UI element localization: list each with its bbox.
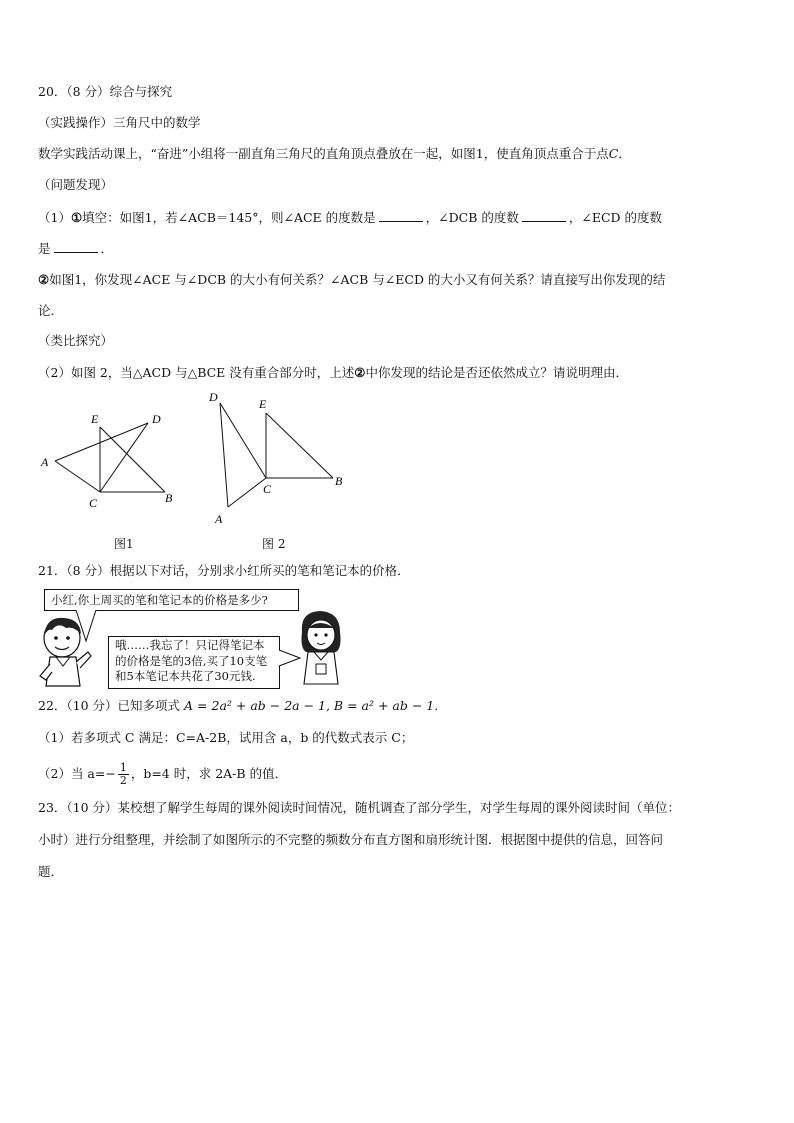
q22-part2-text-b: ，b=4 时，求 2A-B 的值．	[130, 766, 288, 781]
q20-part1-text-b: ，∠DCB 的度数	[425, 210, 519, 225]
q20-part2	[38, 272, 758, 288]
q23-line1: 23．（10 分）某校想了解学生每周的课外阅读时间情况，随机调查了部分学生，对学生每周的课外阅读时间（单位：	[38, 800, 681, 815]
figure-2-caption: 图 2	[262, 537, 286, 551]
figure-2	[200, 385, 360, 530]
boy-cartoon-icon	[36, 614, 94, 694]
label-d: D	[209, 390, 218, 404]
q20-part2-circle: ②	[38, 272, 50, 287]
fraction-denominator: 2	[119, 774, 127, 787]
q23-line2: 小时）进行分组整理，并绘制了如图所示的不完整的频数分布直方图和扇形统计图．根据图中提供的信息，回答问	[38, 832, 664, 847]
q20-part3-text-b: 中你发现的结论是否还依然成立？请说明理由．	[365, 365, 629, 380]
label-c: C	[263, 482, 272, 496]
bubble-question-text: 小红,你上周买的笔和笔记本的价格是多少?	[51, 593, 268, 607]
segment-ac	[228, 478, 266, 507]
q20-part1	[38, 210, 758, 226]
label-e: E	[91, 412, 99, 426]
bubble-answer-line2: 的价格是笔的3倍,买了10支笔	[115, 653, 268, 668]
label-c: C	[89, 496, 98, 510]
q22-header-line	[38, 698, 758, 714]
q21-header: 21．（8 分）根据以下对话，分别求小红所买的笔和笔记本的价格．	[38, 563, 410, 578]
label-d: D	[152, 412, 161, 426]
q20-part1-text-c: ，∠ECD 的度数	[568, 210, 663, 225]
q22-part2-text-a: （2）当 a=−	[38, 766, 116, 781]
label-b: B	[165, 491, 173, 505]
segment-ca	[55, 461, 100, 492]
label-b: B	[335, 474, 343, 488]
q20-part3-circle: ②	[354, 365, 366, 380]
segment-cd	[220, 403, 266, 478]
q23-line3: 题．	[38, 864, 64, 879]
segment-be	[266, 413, 333, 478]
q20-part1-cont: 是 ．	[38, 241, 114, 256]
answer-blank-dcb[interactable]	[522, 210, 566, 222]
q20-intro-text: 数学实践活动课上，“奋进”小组将一副直角三角尺的直角顶点叠放在一起，如图1，使直角顶点重合于点	[38, 146, 609, 161]
segment-da	[220, 403, 228, 507]
answer-blank-ecd[interactable]	[54, 241, 98, 253]
label-a: A	[215, 512, 223, 526]
segment-dc	[100, 423, 148, 492]
speech-bubble-answer	[108, 636, 280, 689]
q20-part1-text-a: 填空：如图1，若∠ACB＝145°，则∠ACE 的度数是	[82, 210, 376, 225]
q20-part2-text: 如图1，你发现∠ACE 与∠DCB 的大小有何关系？∠ACB 与∠ECD 的大小又有何关系？请直接写出你发现的结	[49, 272, 666, 287]
segment-eb	[100, 427, 165, 492]
q20-part1-num: （1）	[38, 210, 71, 225]
speech-bubble-question	[44, 589, 299, 611]
q22-header: 22．（10 分）已知多项式	[38, 698, 181, 713]
q20-section-discovery: （问题发现）	[38, 177, 114, 192]
label-a: A	[41, 455, 49, 469]
q20-intro: 数学实践活动课上，“奋进”小组将一副直角三角尺的直角顶点叠放在一起，如图1，使直角顶点重合于点C．	[38, 146, 631, 161]
bubble-answer-line3: 和5本笔记本共花了30元钱.	[115, 669, 256, 683]
q20-intro-point: C	[608, 146, 619, 161]
label-e: E	[259, 397, 267, 411]
fraction-one-half	[118, 762, 129, 787]
fraction-numerator: 1	[119, 761, 127, 774]
q22-polynomial: A = 2a² + ab − 2a − 1, B = a² + ab − 1．	[184, 698, 447, 713]
q20-part3-text-a: （2）如图 2，当△ACD 与△BCE 没有重合部分时，上述	[38, 365, 355, 380]
q20-part2-cont: 论．	[38, 303, 64, 318]
figure-1	[30, 405, 190, 525]
bubble-answer-line1: 哦……我忘了！只记得笔记本	[115, 638, 265, 652]
q20-part1-text-d: 是	[38, 241, 51, 256]
q20-header: 20．（8 分）综合与探究	[38, 84, 173, 99]
q20-section-practice: （实践操作）三角尺中的数学	[38, 115, 201, 130]
girl-cartoon-icon	[296, 608, 348, 688]
q22-part1: （1）若多项式 C 满足：C=A-2B，试用含 a，b 的代数式表示 C；	[38, 730, 414, 745]
q20-section-analogy: （类比探究）	[38, 333, 114, 348]
q20-part1-circle: ①	[70, 210, 83, 225]
q20-part3	[38, 365, 758, 381]
answer-blank-ace[interactable]	[379, 210, 423, 222]
figure-1-caption: 图1	[114, 537, 134, 551]
q22-part2	[38, 757, 758, 791]
